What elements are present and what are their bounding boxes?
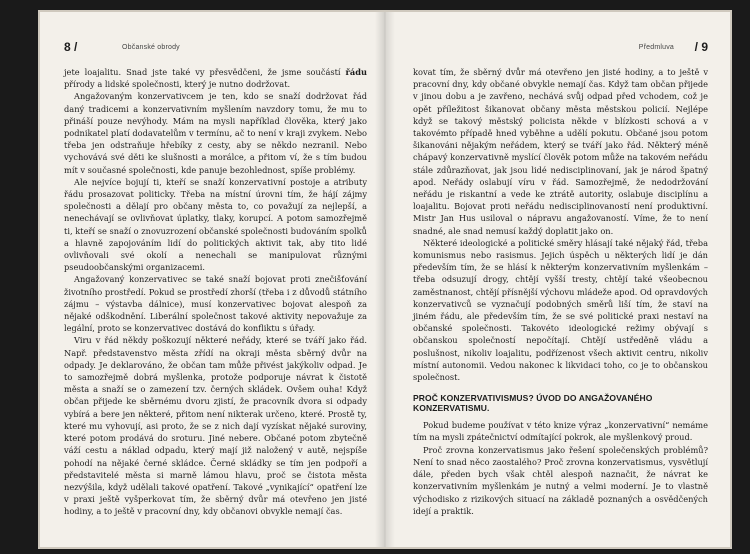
right-running-head: Předmluva — [638, 44, 674, 51]
bold-word: řádu — [345, 67, 368, 77]
right-page-text — [413, 66, 708, 517]
paragraph: Pokud budeme používat v této knize výraz „konzervativní“ nemáme tím na mysli zpátečnictví odmítající pokrok, ale myšlenkový proud. — [413, 420, 708, 443]
paragraph: kovat tím, že sběrný dvůr má otevřeno jen jisté hodiny, a to ještě v pracovní dny, kdy občané obvykle nemají čas. Když tam občan přijede v jinou dobu a je zavřeno, nechává svůj odpad před vchodem, což je opět příležitost šikanovat občany města městskou policií. Nejlépe když se takový městský policista někde v blízkosti schová a v takovémto případě hned vyběhne a udělí pokutu. Občané jsou potom šikanováni nějakým neřádem, který se tváří jako řád. Některý méně chápavý konzervativně myslící člověk potom může na takovém neřádu stále zdůrazňovat, jak jsou lidé nedisciplinovaní, jak je národ špatný apod. Neřády oslabují víru v řád. Samozřejmě, že nedodržování neřádu je riskantní a vede ke ztrátě autority, oslabuje disciplínu a loajalitu. Bojovat proti neřádu nedisciplinovaností není produktivní. Mistr Jan Hus usiloval o nápravu angažovaností. Víme, že to není snadné, ale snad nemusí každý doplatit jako on. — [413, 67, 708, 236]
paragraph: Ale nejvíce bojují ti, kteří se snaží konzervativní postoje a atributy řádu prosazovat politicky. Třeba na místní úrovni tím, že hájí zájmy společnosti a dělají pro občany města to, co považují za nejlepší, a nenechávají se ovlivňovat úplatky, tlaky, korupcí. A potom samozřejmě ti, kteří se snaží o znovuzrození občanské společnosti budováním spolků a hlavně zapojováním lidí do politických aktivit tak, aby tito lidé ovlivňovali své okolí a nenechali se manipulovat různými pseudoobčanskými organizacemi. — [64, 176, 367, 273]
paragraph: Angažovaný konzervativec se také snaží bojovat proti znečišťování životního prostředí. Pokud se prostředí zhorší (třeba i z důvodů státního zájmu – výstavba dálnice), musí konzervativec bojovat alespoň za nějaké odškodnění. Liberální společnost takové aktivity nepovažuje za legální, proto se konzervativec dostává do konfliktu s úřady. — [64, 274, 367, 334]
paragraph: Viru v řád někdy poškozují některé neřády, které se tváří jako řád. Např. představenstvo města zřídí na okraji města sběrný dvůr na odpady. Je deklarováno, že občan tam může přivést jakýkoliv odpad. Je to samozřejmě dobrá myšlenka, protože podporuje návrat k čistotě města a snaží se o zamezení tzv. černých skládek. Ovšem ouha! Když občan přijede ke sběrnému dvoru zjistí, že pracovník dvora si odpady vybírá a bere jen některé, přitom není nikterak určeno, které. Prostě ty, které mu vyhovují, asi proto, že se z nich dají vyzískat nějaké suroviny, které potom prodává do sroturu. Jiné nebere. Občané potom zbytečně váží cestu a náklad odpadu, který mají již naložený v autě, nejspíše pohodí na nějaké černé skládce. Černé skládky se tím jen podpoří a představitelé města si marně lámou hlavu, proč se čistota města nezvýšila, když udělali takové opatření. Takové „vynikající“ opatření lze v praxi ještě vyšperkovat tím, že sběrný dvůr má otevřeno jen jisté hodiny, a to ještě v pracovní dny, kdy občanovi obvykle nemají čas. — [64, 335, 367, 517]
section-heading: PROČ KONZERVATIVISMUS? ÚVOD DO ANGAŽOVANÉHO KONZERVATISMU. — [413, 393, 653, 414]
right-page — [385, 12, 730, 547]
left-page-text — [64, 66, 367, 518]
right-page-number: / 9 — [694, 40, 708, 54]
right-running-header — [413, 40, 708, 58]
paragraph: Angažovaným konzervativcem je ten, kdo se snaží dodržovat řád daný tradicemi a konzervativním myšlením navzdory tomu, že mu to přináší pouze nevýhody. Mám na mysli například člověka, který jako podnikatel platí dodavatelům v termínu, ač to není v kraji zvykem. Nebo třeba jen odstraňuje hřebíky z cesty, aby se někdo nezranil. Nebo vychovává své děti ke slušnosti a morálce, a přitom ví, že s tím budou mít v současné společnosti, kde panuje bezohlednost, spíše problémy. — [64, 91, 367, 175]
left-running-head: Občanské obrody — [122, 44, 180, 51]
book-spread — [40, 12, 730, 547]
left-page — [40, 12, 385, 547]
paragraph: jete loajalitu. Snad jste také vy přesvědčeni, že jsme součástí řádu přírody a lidské společnosti, který je nutno dodržovat. — [64, 67, 368, 90]
left-page-number: 8 / — [64, 40, 78, 54]
left-running-header — [64, 40, 367, 58]
paragraph: Některé ideologické a politické směry hlásají také nějaký řád, třeba komunismus nebo rasismus. Jejich úspěch u některých lidí je dán především tím, že se hlásí k některým konzervativním myšlenkám – třeba odsuzují drogy, chtějí vyšší tresty, chtějí také všeobecnou zaměstnanost, chtějí přísnější výchovu mládeže apod. Od opravdových konzervativců se vyznačují podobných směrů liší tím, že staví na jiném řádu, ale především tím, že se své politické praxi nestaví na občanské společnosti. Takovéto ideologické režimy obývají s občanskou společností nepočítají. Chtějí ustředěně vládu a poslušnost, nikoliv loajalitu, podřízenost všech aktivit centru, nikoliv místní autonomii. Vedou nakonec k likvidaci toho, co je to občanskou společnost. — [413, 237, 708, 383]
paragraph: Proč zrovna konzervatismus jako řešení společenských problémů? Není to snad něco zaostalého? Proč zrovna konzervatismus, vysvětlují dále, předen bych však chtěl alespoň naznačit, že návrat ke konzervativním myšlenkám je nutný a velmi moderní. Je to vlastně východisko z rizikových situací na základě poznaných a osvědčených idejí a praktik. — [413, 444, 708, 516]
